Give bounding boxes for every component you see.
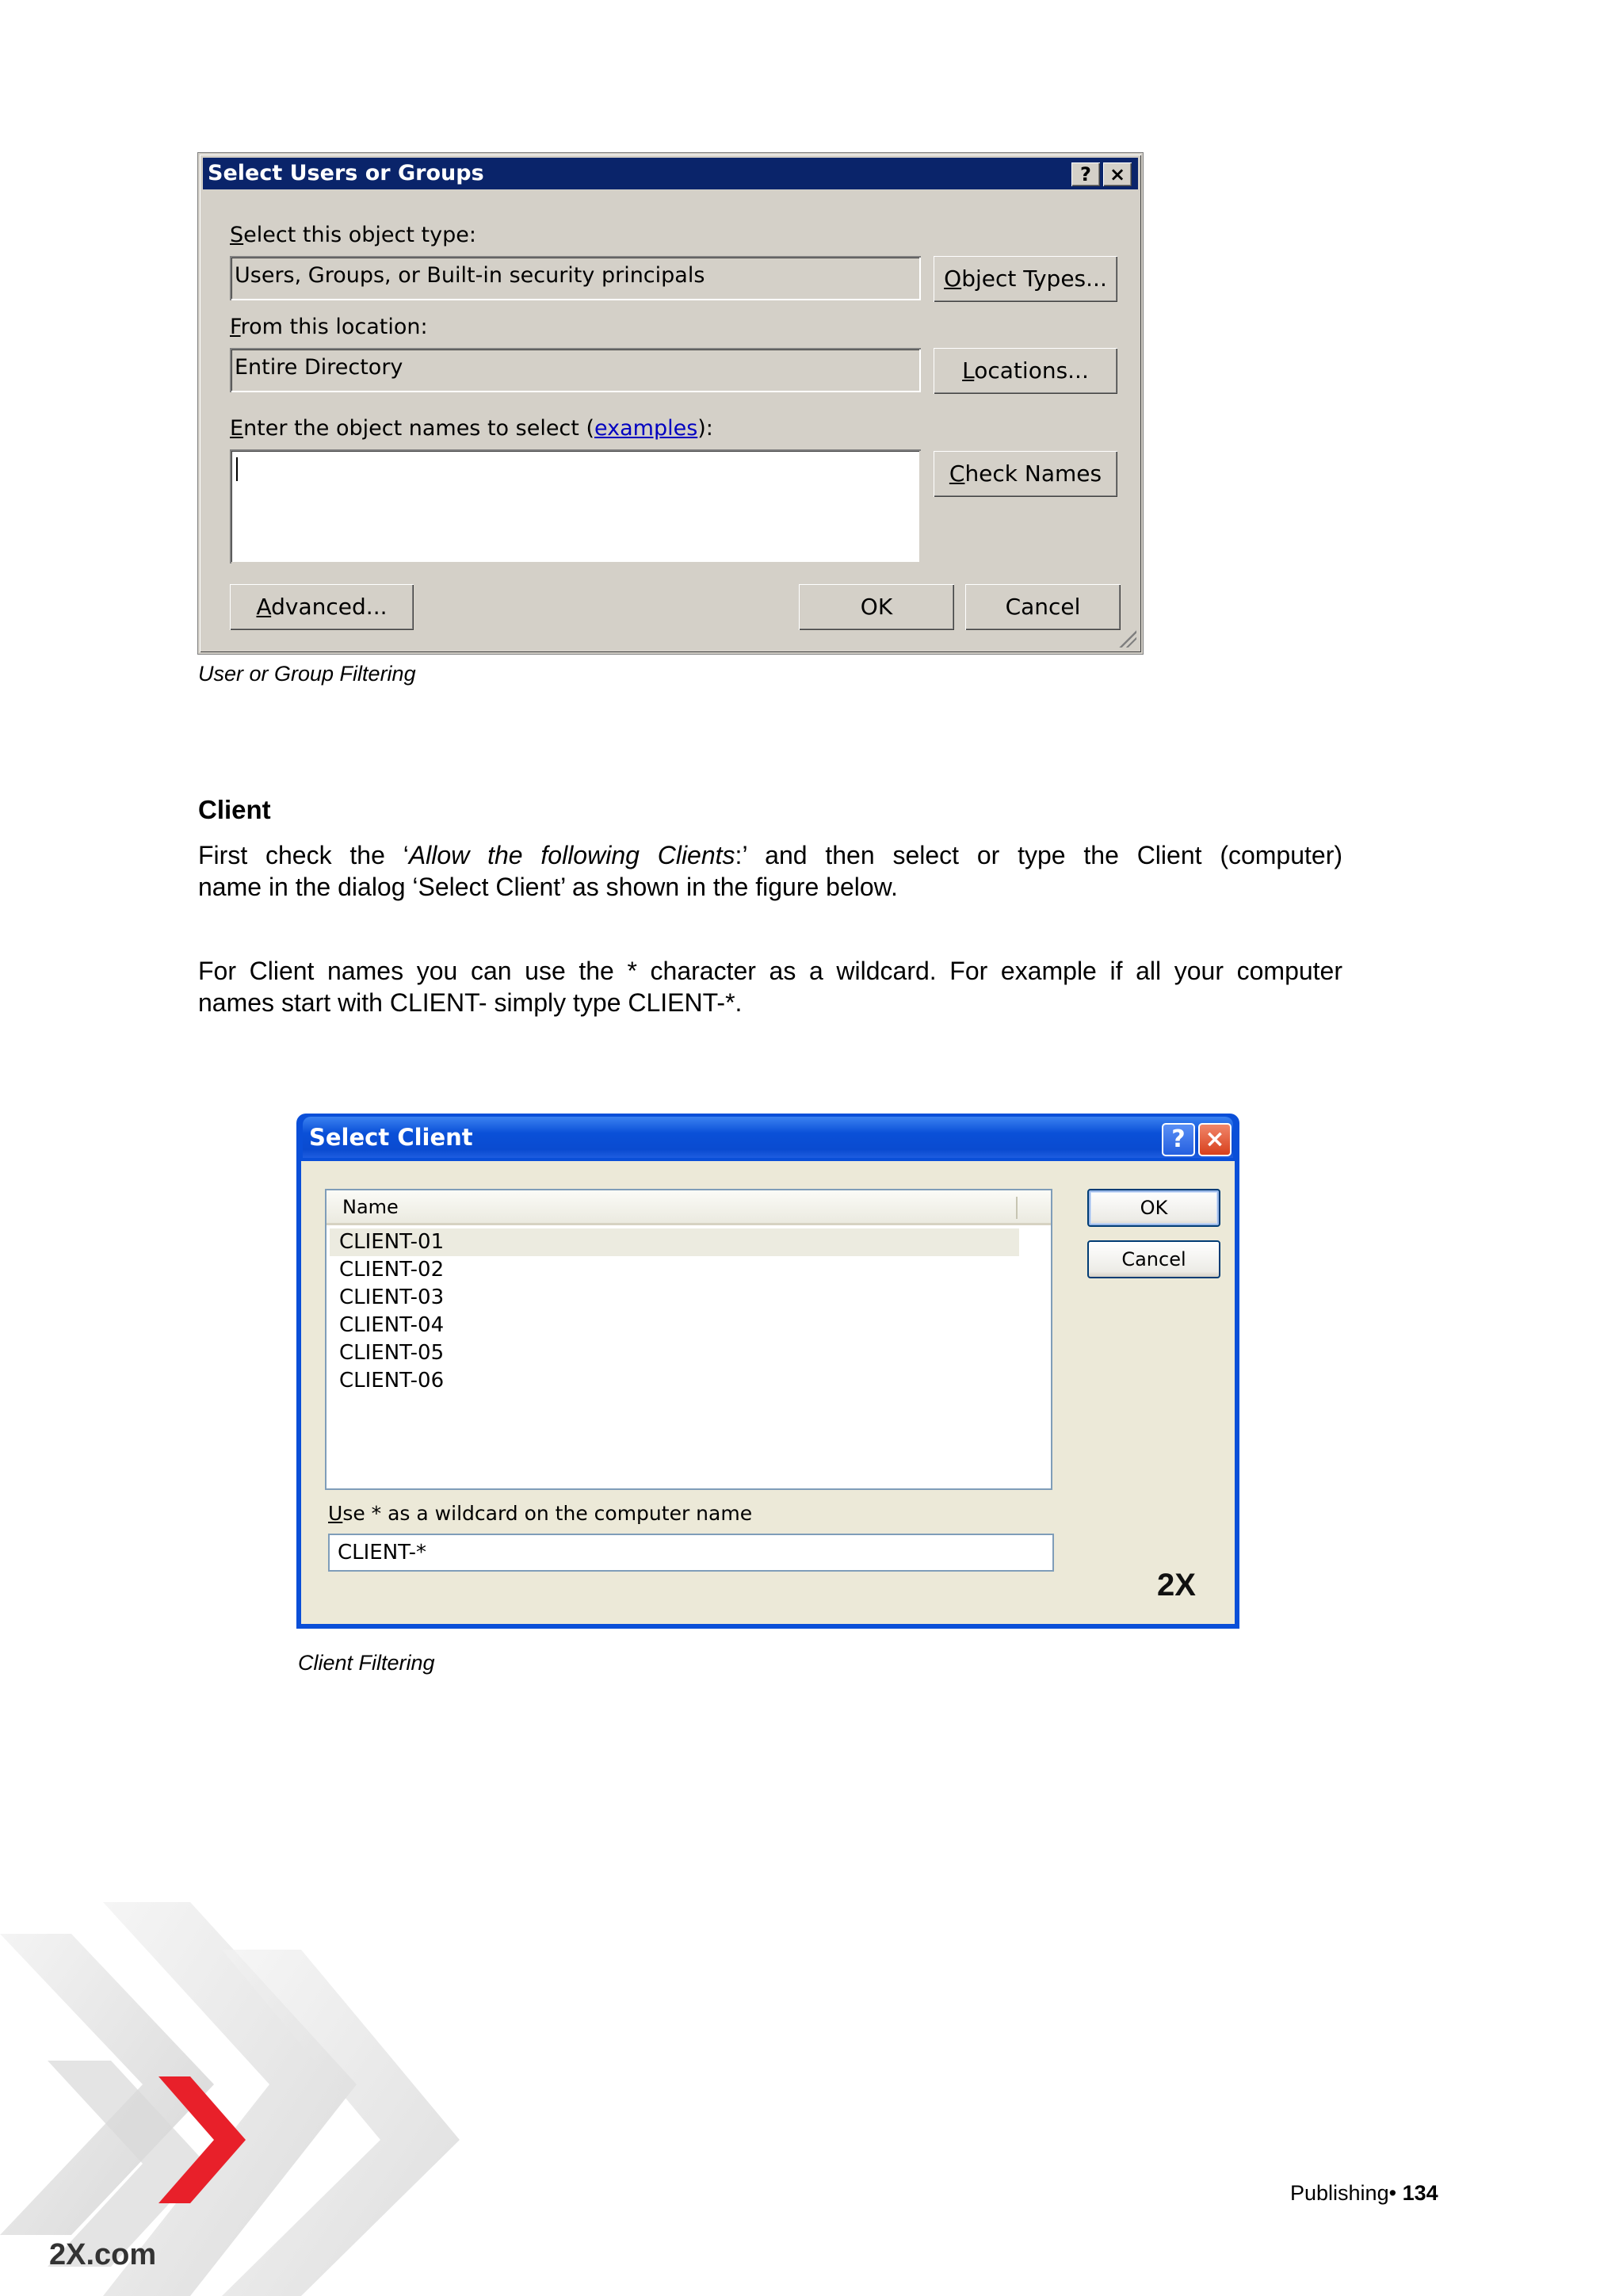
dialog-title: Select Users or Groups (208, 161, 484, 185)
paragraph-1-line-2: name in the dialog ‘Select Client’ as shown in the figure below. (198, 873, 898, 901)
section-heading: Client (198, 795, 271, 824)
2x-logo-text: 2X (1157, 1568, 1196, 1603)
client-listbox[interactable] (325, 1189, 1052, 1490)
list-item[interactable]: CLIENT-05 (339, 1341, 445, 1365)
figure-caption-client: Client Filtering (298, 1651, 435, 1675)
list-item[interactable]: CLIENT-01 (330, 1228, 1019, 1256)
list-item[interactable]: CLIENT-04 (339, 1313, 445, 1337)
ok-button[interactable]: OK (799, 584, 954, 630)
advanced-button[interactable]: Advanced... (230, 584, 414, 630)
2x-logo-icon (1157, 1565, 1225, 1603)
brand-logo-text: 2X.com (49, 2238, 157, 2271)
resize-grip-icon[interactable] (1117, 628, 1136, 648)
page-footer (1290, 2181, 1438, 2206)
list-item[interactable]: CLIENT-06 (339, 1369, 445, 1392)
ok-button[interactable]: OK (1087, 1189, 1220, 1227)
locations-button[interactable]: Locations... (934, 348, 1117, 394)
text-caret (236, 457, 238, 481)
location-label: From this location: (230, 315, 428, 339)
check-names-button[interactable]: Check Names (934, 451, 1117, 497)
close-button[interactable]: × (1198, 1123, 1232, 1156)
list-item[interactable]: CLIENT-02 (339, 1258, 445, 1282)
close-button[interactable]: × (1103, 162, 1132, 186)
dialog-body (301, 1161, 1235, 1624)
help-button[interactable]: ? (1162, 1123, 1195, 1156)
examples-link[interactable]: examples (594, 416, 698, 441)
footer-bullet: • (1388, 2181, 1397, 2205)
cancel-button[interactable]: Cancel (1087, 1240, 1220, 1278)
dialog-titlebar (203, 158, 1138, 189)
footer-section: Publishing (1290, 2181, 1389, 2205)
chevron-decoration-icon (0, 1902, 523, 2296)
location-field: Entire Directory (230, 348, 921, 392)
column-header-name[interactable]: Name (327, 1190, 1051, 1225)
select-client-dialog (296, 1114, 1239, 1629)
list-item[interactable]: CLIENT-03 (339, 1286, 445, 1309)
paragraph-1-line-1: First check the ‘Allow the following Clients:’ and then select or type the Client (computer) (198, 841, 1343, 869)
wildcard-label: Use * as a wildcard on the computer name (328, 1502, 753, 1525)
paragraph-1 (198, 839, 1342, 903)
paragraph-2 (198, 955, 1342, 1018)
object-type-label: Select this object type: (230, 223, 476, 247)
object-names-input[interactable] (230, 449, 921, 563)
select-users-dialog (198, 153, 1143, 654)
help-button[interactable]: ? (1071, 162, 1100, 186)
paragraph-2-line-2: names start with CLIENT- simply type CLIENT-*. (198, 988, 743, 1017)
column-separator[interactable] (1016, 1197, 1018, 1219)
dialog-title: Select Client (309, 1124, 473, 1151)
wildcard-input[interactable]: CLIENT-* (328, 1534, 1054, 1572)
cancel-button[interactable]: Cancel (965, 584, 1121, 630)
object-names-label: Enter the object names to select (examples): (230, 416, 713, 441)
figure-caption-users: User or Group Filtering (198, 662, 416, 686)
dialog-titlebar (303, 1117, 1233, 1158)
object-type-field: Users, Groups, or Built-in security principals (230, 256, 921, 300)
page-number: 134 (1402, 2181, 1438, 2205)
object-types-button[interactable]: Object Types... (934, 256, 1117, 302)
paragraph-2-line-1: For Client names you can use the * character as a wildcard. For example if all your computer (198, 957, 1342, 985)
